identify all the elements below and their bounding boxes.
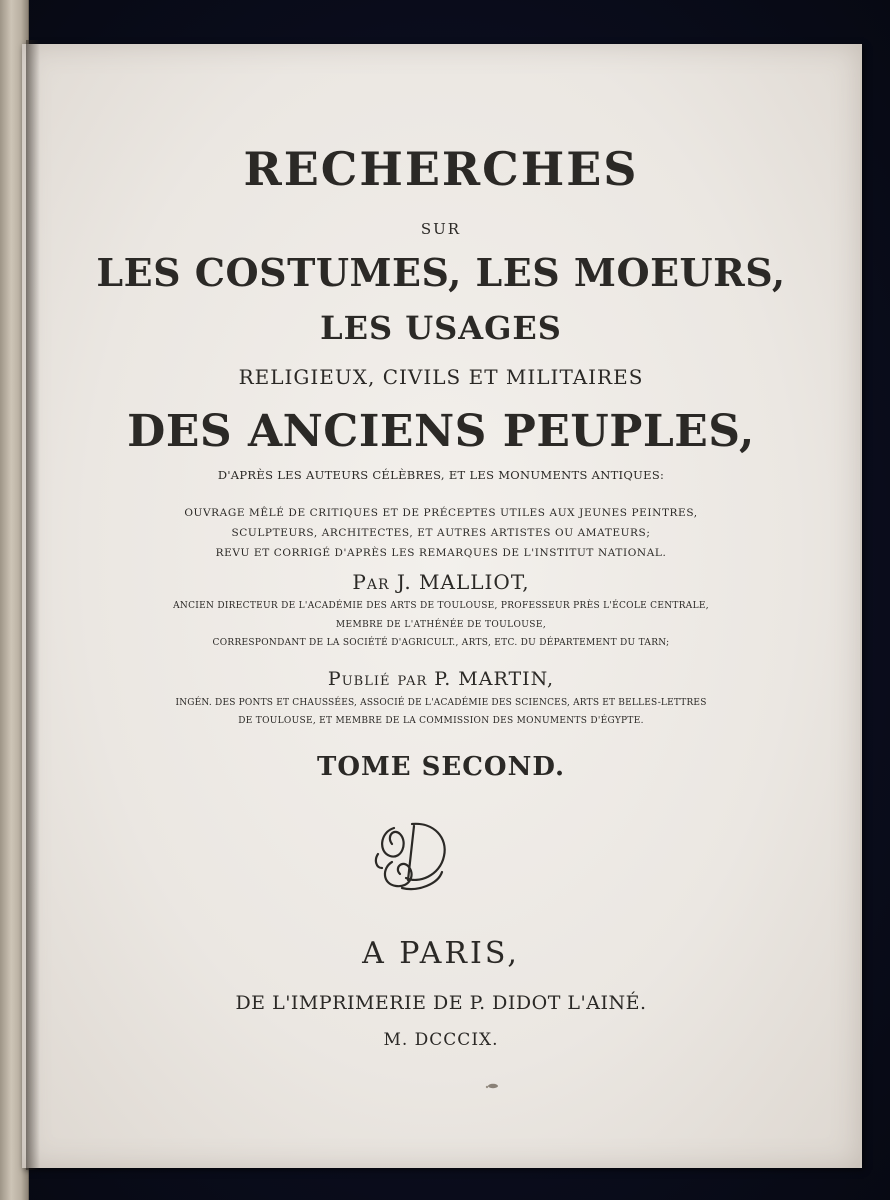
paper-speck-icon	[484, 1082, 500, 1090]
gutter-shadow	[26, 40, 40, 1170]
title-page	[22, 44, 862, 1168]
subject-line-2: LES USAGES	[320, 309, 562, 347]
description-line: REVU ET CORRIGÉ D'APRÈS LES REMARQUES DE L'INSTITUT NATIONAL.	[215, 547, 667, 559]
publisher-title-line: INGÉN. DES PONTS ET CHAUSSÉES, ASSOCIÉ DE L'ACADÉMIE DES SCIENCES, ARTS ET BELLES-LETTRES	[175, 698, 707, 708]
author-line: Par J. MALLIOT,	[352, 570, 530, 594]
printer-monogram-icon	[372, 818, 452, 894]
imprint-place: A PARIS,	[362, 936, 520, 971]
book-title: RECHERCHES	[243, 142, 639, 196]
description-line: OUVRAGE MÊLÉ DE CRITIQUES ET DE PRÉCEPTES UTILES AUX JEUNES PEINTRES,	[184, 507, 698, 519]
description-line: SCULPTEURS, ARCHITECTES, ET AUTRES ARTISTES OU AMATEURS;	[231, 527, 651, 539]
imprint-year: M. DCCCIX.	[383, 1030, 499, 1050]
title-connector: SUR	[420, 220, 462, 238]
imprint-printer: DE L'IMPRIMERIE DE P. DIDOT L'AINÉ.	[235, 992, 647, 1014]
volume-line: TOME SECOND.	[316, 752, 566, 782]
author-title-line: ANCIEN DIRECTEUR DE L'ACADÉMIE DES ARTS DE TOULOUSE, PROFESSEUR PRÈS L'ÉCOLE CENTRALE,	[173, 601, 709, 611]
publisher-title-line: DE TOULOUSE, ET MEMBRE DE LA COMMISSION DES MONUMENTS D'ÉGYPTE.	[238, 716, 644, 726]
author-title-line: CORRESPONDANT DE LA SOCIÉTÉ D'AGRICULT., ARTS, ETC. DU DÉPARTEMENT DU TARN;	[212, 638, 670, 648]
publisher-line: Publié par P. MARTIN,	[327, 668, 555, 690]
subject-line-1: LES COSTUMES, LES MOEURS,	[96, 250, 786, 295]
subject-line-4: DES ANCIENS PEUPLES,	[127, 406, 755, 457]
subject-line-3: RELIGIEUX, CIVILS ET MILITAIRES	[238, 365, 644, 389]
sources-line: D'APRÈS LES AUTEURS CÉLÈBRES, ET LES MONUMENTS ANTIQUES:	[217, 468, 665, 482]
author-title-line: MEMBRE DE L'ATHÉNÉE DE TOULOUSE,	[335, 620, 547, 630]
